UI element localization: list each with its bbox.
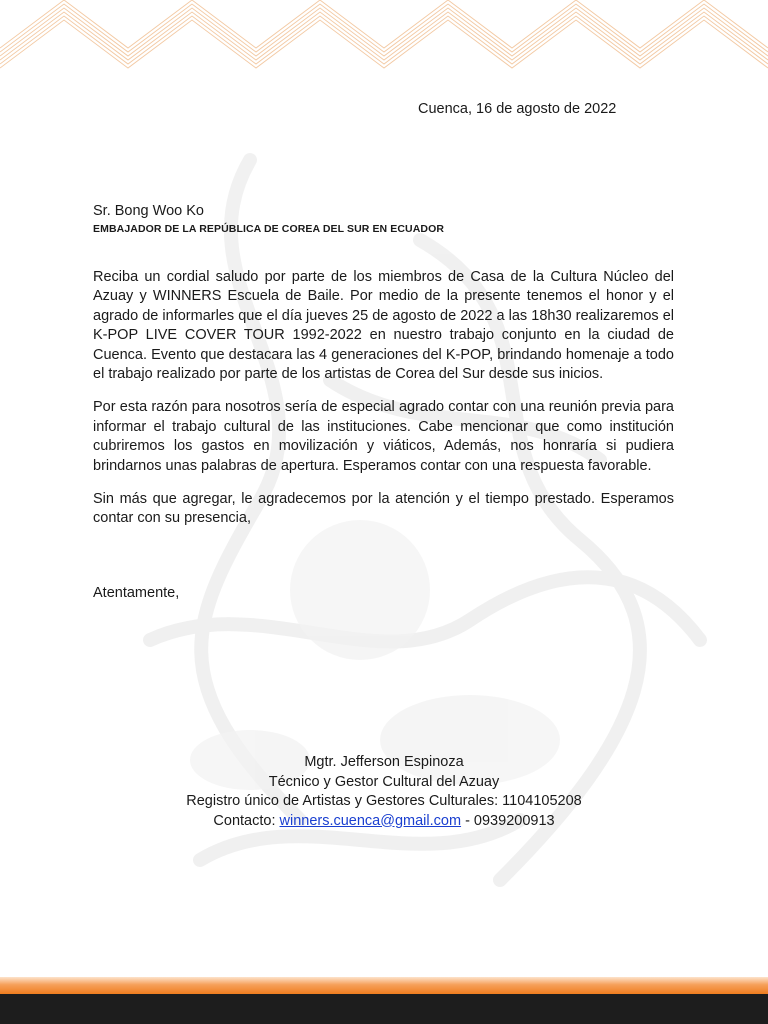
body-paragraph-1: Reciba un cordial saludo por parte de los miembros de Casa de la Cultura Núcleo del Azuay y WINNERS Escuela de Baile. Por medio de la presente tenemos el honor y el agrado de informarles que el día jueves 25 de agosto de 2022 a las 18h30 realizaremos el K-POP LIVE COVER TOUR 1992-2022 en nuestro trabajo conjunto en la ciudad de Cuenca. Evento que destacara las 4 generaciones del K-POP, brindando homenaje a todo el trabajo realizado por parte de los artistas de Corea del Sur desde sus inicios. xyxy=(93,269,674,383)
recipient-title: EMBAJADOR DE LA REPÚBLICA DE COREA DEL SUR EN ECUADOR xyxy=(93,223,445,235)
signature-block xyxy=(0,753,768,831)
signer-role: Técnico y Gestor Cultural del Azuay xyxy=(268,773,500,790)
footer-orange-band xyxy=(0,977,768,994)
letter-closing: Atentamente, xyxy=(93,585,180,601)
body-paragraph-2: Por esta razón para nosotros sería de especial agrado contar con una reunión previa para informar el trabajo cultural de las instituciones. Cabe mencionar que como institución cubriremos los gastos en movilización y viáticos, Además, nos honraría si pudiera brindarnos unas palabras de apertura. Esperamos contar con una respuesta favorable. xyxy=(93,399,674,474)
contact-line xyxy=(0,812,768,832)
letter-body xyxy=(93,268,674,543)
contact-phone: - 0939200913 xyxy=(461,812,555,829)
letter-date: Cuenca, 16 de agosto de 2022 xyxy=(418,101,617,117)
contact-label: Contacto: xyxy=(213,812,280,829)
signer-registry: Registro único de Artistas y Gestores Culturales: 1104105208 xyxy=(186,793,582,809)
body-paragraph-3: Sin más que agregar, le agradecemos por la atención y el tiempo prestado. Esperamos contar con su presencia, xyxy=(93,491,674,527)
footer-dark-band xyxy=(0,994,768,1024)
recipient-name: Sr. Bong Woo Ko xyxy=(93,203,204,219)
email-link[interactable]: winners.cuenca@gmail.com xyxy=(279,812,462,829)
background-watermark xyxy=(0,120,768,980)
signer-name: Mgtr. Jefferson Espinoza xyxy=(304,754,464,770)
header-zigzag-pattern xyxy=(0,0,768,70)
